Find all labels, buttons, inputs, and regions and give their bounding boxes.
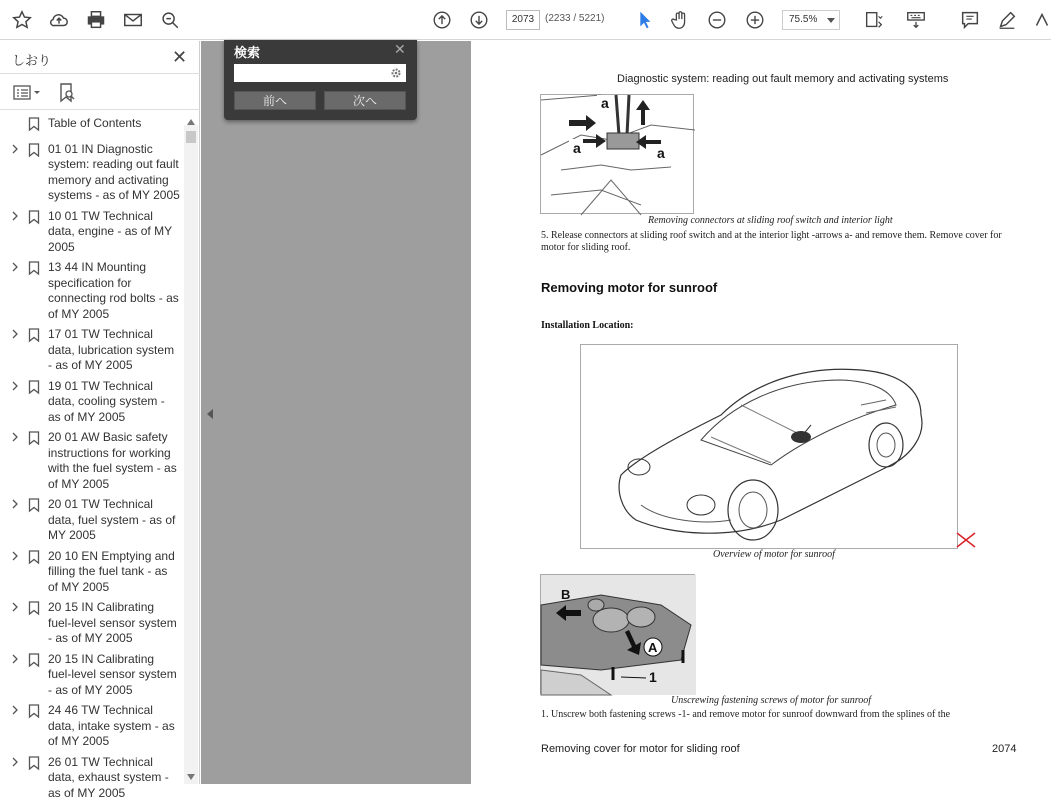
bookmarks-title: しおり	[12, 50, 51, 69]
bookmark-icon	[28, 380, 40, 394]
bookmark-item[interactable]	[0, 209, 184, 256]
chevron-right-icon[interactable]	[10, 654, 20, 664]
fig3-label-b: B	[561, 587, 570, 602]
star-icon[interactable]	[10, 8, 34, 32]
bookmark-label: 01 01 IN Diagnostic system: reading out fault memory and activating systems - as of MY 2005	[48, 142, 180, 203]
zoom-search-icon[interactable]	[158, 8, 182, 32]
bookmark-label: 20 10 EN Emptying and filling the fuel tank - as of MY 2005	[48, 549, 175, 594]
keyboard-icon[interactable]	[904, 8, 928, 32]
divider	[0, 109, 200, 110]
step-5-text: 5. Release connectors at sliding roof switch and at the interior light -arrows a- and remove them. Remove cover for motor for sliding roof.	[541, 230, 1011, 254]
list-options-icon[interactable]	[12, 82, 44, 104]
bookmark-label: 24 46 TW Technical data, intake system - as of MY 2005	[48, 703, 175, 748]
bookmark-item[interactable]	[0, 497, 184, 544]
bookmark-list	[0, 116, 184, 784]
bookmark-item[interactable]	[0, 755, 184, 801]
bookmark-icon	[28, 550, 40, 564]
pen-icon[interactable]	[995, 8, 1019, 32]
bookmark-icon	[28, 653, 40, 667]
print-icon[interactable]	[84, 8, 108, 32]
close-icon[interactable]: ✕	[172, 47, 187, 68]
sidebar-scrollbar[interactable]	[184, 125, 198, 784]
bookmark-icon	[28, 143, 40, 157]
bookmark-label: 20 15 IN Calibrating fuel-level sensor system - as of MY 2005	[48, 600, 177, 645]
prev-page-icon[interactable]	[430, 8, 454, 32]
page-count-label: (2233 / 5221)	[545, 13, 605, 24]
bookmarks-panel	[0, 41, 200, 784]
fig1-label-a: a	[573, 140, 581, 156]
connector-figure	[540, 94, 694, 214]
cloud-upload-icon[interactable]	[47, 8, 71, 32]
fig1-label-a: a	[601, 95, 609, 111]
bookmark-item[interactable]	[0, 260, 184, 322]
bookmark-icon	[28, 261, 40, 275]
divider	[0, 73, 200, 74]
bookmark-label: 26 01 TW Technical data, exhaust system - as of MY 2005	[48, 755, 169, 800]
bookmark-item[interactable]	[0, 600, 184, 647]
fig3-label-1: 1	[649, 669, 657, 685]
hand-tool-icon[interactable]	[668, 8, 692, 32]
select-cursor-icon[interactable]	[632, 8, 656, 32]
bookmark-label: 13 44 IN Mounting specification for connecting rod bolts - as of MY 2005	[48, 260, 179, 321]
fig2-caption: Overview of motor for sunroof	[713, 549, 835, 560]
chevron-down-icon	[827, 18, 835, 23]
page-header: Diagnostic system: reading out fault memory and activating systems	[617, 73, 948, 85]
bookmark-item[interactable]	[0, 549, 184, 596]
chevron-right-icon[interactable]	[10, 602, 20, 612]
zoom-out-icon[interactable]	[705, 8, 729, 32]
chevron-right-icon[interactable]	[10, 381, 20, 391]
search-title: 検索	[234, 42, 260, 61]
prev-result-button[interactable]: 前へ	[234, 91, 316, 110]
motor-figure	[540, 574, 695, 694]
email-icon[interactable]	[121, 8, 145, 32]
zoom-level-select[interactable]	[782, 10, 840, 30]
bookmark-label: 19 01 TW Technical data, cooling system - as of MY 2005	[48, 379, 165, 424]
bookmark-icon	[28, 498, 40, 512]
next-page-icon[interactable]	[467, 8, 491, 32]
document-page	[472, 41, 1051, 784]
subsection-heading: Installation Location:	[541, 320, 634, 331]
bookmark-item[interactable]	[0, 652, 184, 699]
bookmark-item[interactable]	[0, 327, 184, 374]
document-background	[201, 41, 471, 784]
chevron-right-icon[interactable]	[10, 329, 20, 339]
chevron-right-icon[interactable]	[10, 144, 20, 154]
chevron-right-icon[interactable]	[10, 757, 20, 767]
chevron-right-icon[interactable]	[10, 705, 20, 715]
fig3-caption: Unscrewing fastening screws of motor for sunroof	[671, 695, 871, 706]
bookmark-label: Table of Contents	[48, 116, 141, 130]
page-footer-number: 2074	[992, 743, 1016, 755]
bookmark-label: 20 01 AW Basic safety instructions for working with the fuel system - as of MY 2005	[48, 430, 177, 491]
red-x-mark	[955, 531, 977, 549]
car-illustration	[581, 345, 959, 550]
chevron-right-icon[interactable]	[10, 211, 20, 221]
search-panel	[224, 40, 417, 120]
bookmark-label: 17 01 TW Technical data, lubrication system - as of MY 2005	[48, 327, 174, 372]
bookmark-icon	[28, 756, 40, 770]
page-number-input[interactable]: 2073	[506, 10, 540, 30]
scroll-up-icon[interactable]	[187, 119, 195, 125]
bookmark-icon	[28, 431, 40, 445]
zoom-in-icon[interactable]	[743, 8, 767, 32]
main-toolbar	[0, 0, 1051, 40]
motor-illustration	[541, 575, 696, 695]
zoom-level-value: 75.5%	[789, 14, 817, 25]
page-footer-title: Removing cover for motor for sliding roof	[541, 743, 740, 755]
bookmark-search-icon[interactable]	[56, 82, 78, 104]
bookmark-label: 20 15 IN Calibrating fuel-level sensor system - as of MY 2005	[48, 652, 177, 697]
scroll-down-icon[interactable]	[187, 774, 195, 780]
bookmark-item[interactable]	[0, 379, 184, 426]
bookmark-label: 10 01 TW Technical data, engine - as of MY 2005	[48, 209, 172, 254]
car-figure	[580, 344, 958, 549]
bookmark-icon	[28, 117, 40, 131]
bookmark-item[interactable]	[0, 116, 184, 132]
chevron-right-icon[interactable]	[10, 499, 20, 509]
comment-icon[interactable]	[958, 8, 982, 32]
scroll-thumb[interactable]	[186, 131, 196, 143]
section-heading: Removing motor for sunroof	[541, 280, 717, 295]
search-input[interactable]	[234, 64, 406, 82]
chevron-right-icon[interactable]	[10, 262, 20, 272]
fig3-label-a: A	[648, 640, 658, 655]
close-icon[interactable]: ✕	[394, 41, 406, 58]
bookmark-icon	[28, 704, 40, 718]
fit-page-icon[interactable]	[862, 8, 886, 32]
connector-illustration	[541, 95, 695, 215]
bookmark-item[interactable]	[0, 430, 184, 492]
highlight-icon[interactable]	[1030, 8, 1054, 32]
bookmark-item[interactable]	[0, 703, 184, 750]
next-result-button[interactable]: 次へ	[324, 91, 406, 110]
bookmark-icon	[28, 601, 40, 615]
fig1-caption: Removing connectors at sliding roof switch and interior light	[648, 215, 893, 226]
fig1-label-a: a	[657, 145, 665, 161]
bookmark-icon	[28, 210, 40, 224]
chevron-right-icon[interactable]	[10, 432, 20, 442]
step-1-text: 1. Unscrew both fastening screws -1- and remove motor for sunroof downward from the splines of the	[541, 709, 1021, 720]
bookmark-icon	[28, 328, 40, 342]
collapse-panel-icon[interactable]	[207, 409, 213, 419]
bookmark-label: 20 01 TW Technical data, fuel system - as of MY 2005	[48, 497, 175, 542]
chevron-right-icon[interactable]	[10, 551, 20, 561]
gear-icon[interactable]	[390, 67, 402, 79]
bookmark-item[interactable]	[0, 142, 184, 204]
